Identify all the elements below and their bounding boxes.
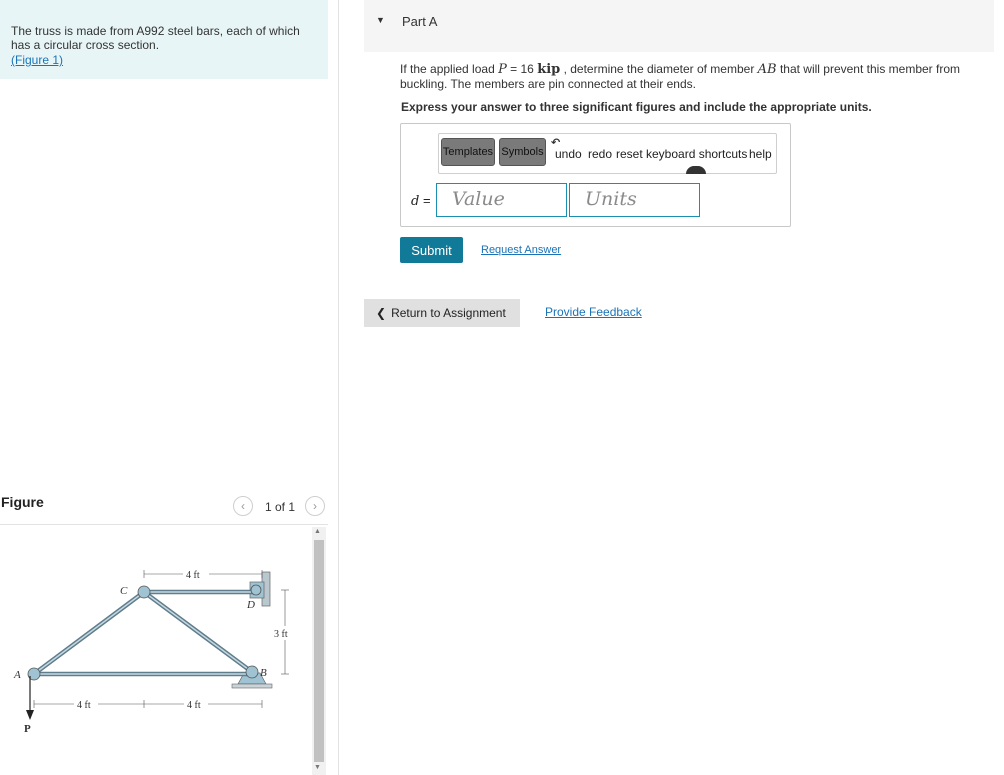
question-eq: = 16 — [506, 62, 538, 76]
keyboard-shortcuts-button[interactable]: keyboard shortcuts — [646, 147, 748, 161]
joint-c — [138, 586, 150, 598]
dim-label-height: 3 ft — [274, 629, 288, 640]
node-label-d: D — [247, 599, 255, 611]
truss-figure — [0, 560, 300, 740]
chevron-right-icon: › — [313, 499, 317, 513]
undo-button[interactable]: undo — [555, 147, 582, 161]
node-label-c: C — [120, 585, 128, 597]
return-label: Return to Assignment — [391, 306, 506, 320]
symbols-button[interactable]: Symbols — [499, 138, 546, 166]
caret-down-icon[interactable]: ▼ — [376, 15, 385, 25]
chevron-left-icon: ❮ — [376, 306, 387, 320]
redo-button[interactable]: redo — [588, 147, 613, 161]
member-cb-highlight — [144, 592, 252, 672]
ground-base — [232, 684, 272, 688]
reset-button[interactable]: reset — [616, 147, 643, 161]
prev-figure-button[interactable] — [233, 496, 253, 516]
return-to-assignment-button[interactable] — [364, 299, 520, 327]
question-post: that will prevent this member from buckling. The members are pin connected at their ends. — [400, 62, 961, 91]
provide-feedback-link[interactable]: Provide Feedback — [545, 305, 642, 319]
answer-instruction: Express your answer to three significant figures and include the appropriate units. — [401, 100, 872, 114]
scroll-up-icon[interactable]: ▲ — [314, 528, 321, 535]
dim-label-bottom-left: 4 ft — [77, 700, 91, 711]
question-unit: kip — [537, 62, 561, 77]
keyboard-icon — [686, 166, 706, 174]
node-label-p: P — [24, 723, 31, 735]
value-input[interactable]: Value — [436, 183, 567, 217]
dim-label-bottom-right: 4 ft — [187, 700, 201, 711]
figure-title: Figure — [1, 494, 44, 510]
next-figure-button[interactable] — [305, 496, 325, 516]
figure-link[interactable]: (Figure 1) — [11, 53, 64, 67]
question-pre: If the applied load — [400, 62, 499, 76]
chevron-left-icon: ‹ — [241, 499, 245, 513]
scroll-down-icon[interactable]: ▼ — [314, 764, 321, 771]
answer-var: d — [411, 194, 420, 209]
problem-text: The truss is made from A992 steel bars, each of which has a circular cross section. — [11, 24, 300, 52]
question-mid: , determine the diameter of member — [560, 62, 758, 76]
figure-scrollbar-thumb[interactable] — [314, 540, 324, 762]
submit-button[interactable]: Submit — [400, 237, 463, 263]
figure-header-divider — [0, 524, 328, 525]
member-ac-highlight — [34, 592, 144, 674]
question-text — [400, 62, 960, 92]
part-a-title[interactable]: Part A — [402, 14, 438, 29]
part-a-header[interactable] — [364, 0, 994, 52]
templates-button[interactable]: Templates — [441, 138, 495, 166]
question-var-p: P — [498, 62, 507, 77]
request-answer-link[interactable]: Request Answer — [481, 244, 562, 256]
node-label-a: A — [14, 669, 21, 681]
joint-b — [246, 666, 258, 678]
figure-page-count: 1 of 1 — [265, 500, 296, 514]
load-arrow-head — [26, 710, 34, 720]
answer-eq: = — [419, 193, 431, 208]
question-member-ab: AB — [757, 62, 777, 77]
dim-label-top: 4 ft — [186, 570, 200, 581]
help-button[interactable]: help — [749, 147, 772, 161]
undo-icon[interactable]: ↶ — [551, 137, 561, 149]
answer-label — [411, 193, 431, 209]
units-input[interactable]: Units — [569, 183, 700, 217]
joint-d — [251, 585, 261, 595]
node-label-b: B — [260, 667, 267, 679]
panel-divider — [338, 0, 339, 775]
